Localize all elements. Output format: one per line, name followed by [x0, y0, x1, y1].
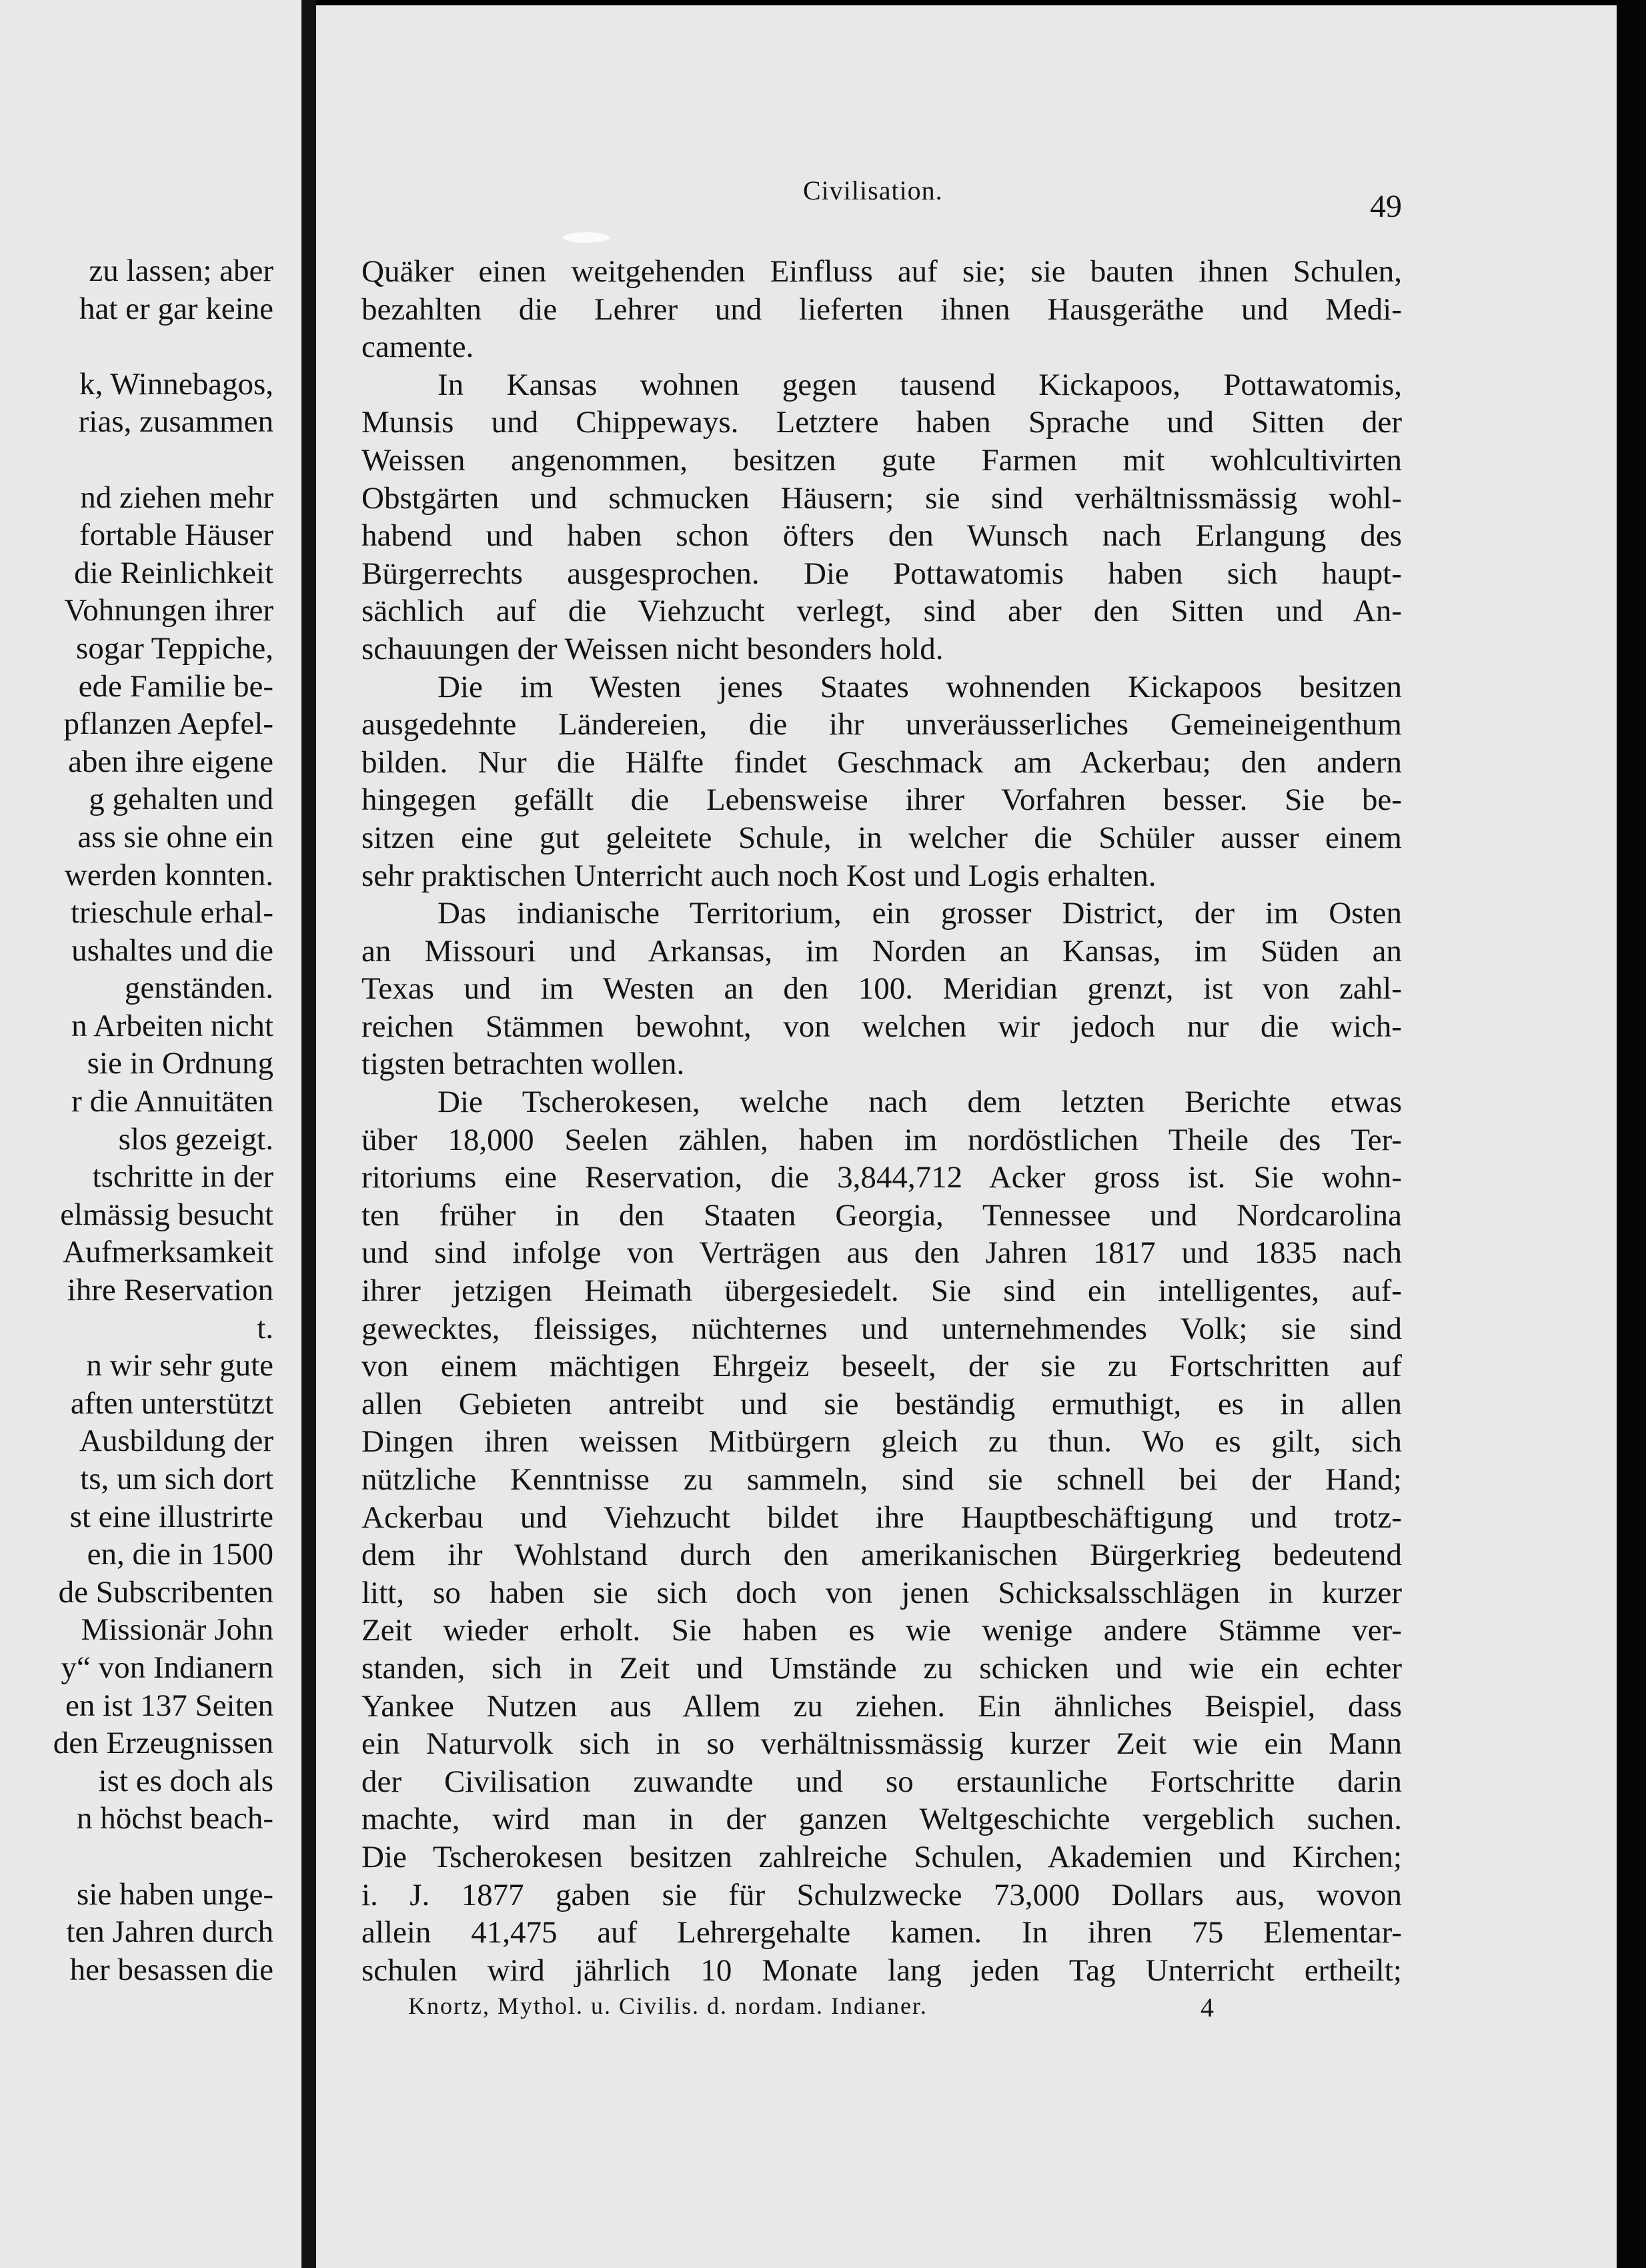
text-line: Bürgerrechts ausgesprochen. Die Pottawatomis haben sich haupt-: [361, 556, 1402, 591]
text-line: und sind infolge von Verträgen aus den Jahren 1817 und 1835 nach: [361, 1235, 1402, 1271]
previous-page-line: nd ziehen mehr: [80, 480, 273, 515]
text-line: standen, sich in Zeit und Umstände zu schicken und wie ein echter: [361, 1650, 1402, 1686]
previous-page-line: t.: [257, 1310, 273, 1345]
previous-page-line: ihre Reservation: [67, 1273, 273, 1308]
text-line: Dingen ihren weissen Mitbürgern gleich zu thun. Wo es gilt, sich: [361, 1424, 1402, 1460]
previous-page-line: ass sie ohne ein: [77, 819, 273, 855]
text-line: Munsis und Chippeways. Letztere haben Sprache und Sitten der: [361, 405, 1402, 440]
previous-page-line: sie in Ordnung: [87, 1046, 273, 1081]
previous-page-line: ushaltes und die: [71, 933, 273, 968]
previous-page-line: n Arbeiten nicht: [71, 1008, 273, 1043]
text-line: reichen Stämmen bewohnt, von welchen wir jedoch nur die wich-: [361, 1009, 1402, 1044]
text-line: Die Tscherokesen besitzen zahlreiche Schulen, Akademien und Kirchen;: [361, 1839, 1402, 1874]
previous-page-line: Ausbildung der: [79, 1424, 273, 1459]
previous-page-line: en ist 137 Seiten: [65, 1688, 273, 1723]
previous-page-fragment: [0, 0, 301, 2268]
body-text: [361, 253, 1402, 1989]
text-line: nützliche Kenntnisse zu sammeln, sind sie schnell bei der Hand;: [361, 1462, 1402, 1497]
running-title: Civilisation.: [803, 175, 943, 205]
footer-sheet-number: 4: [1200, 1993, 1214, 2023]
previous-page-line: elmässig besucht: [60, 1197, 273, 1232]
text-line: Weissen angenommen, besitzen gute Farmen mit wohlcultivirten: [361, 442, 1402, 478]
previous-page-line: en, die in 1500: [87, 1537, 273, 1572]
text-line: geweckte​s, fleissiges, nüchternes und unternehmendes Volk; sie sind: [361, 1311, 1402, 1346]
text-line: von einem mächtigen Ehrgeiz beseelt, der sie zu Fortschritten auf: [361, 1349, 1402, 1384]
text-line: über 18,000 Seelen zählen, haben im nordöstlichen Theile des Ter-: [361, 1122, 1402, 1157]
previous-page-line: ten Jahren durch: [66, 1914, 273, 1950]
previous-page-line: werden konnten.: [64, 857, 273, 893]
page-edge: [1617, 0, 1646, 2268]
previous-page-line: sogar Teppiche,: [75, 630, 273, 666]
text-line: bilden. Nur die Hälfte findet Geschmack am Ackerbau; den andern: [361, 744, 1402, 780]
previous-page-line: hat er gar keine: [79, 291, 273, 326]
text-line: Ackerbau und Viehzucht bildet ihre Hauptbeschäftigung und trotz-: [361, 1500, 1402, 1535]
text-line: ein Naturvolk sich in so verhältnissmässig kurzer Zeit wie ein Mann: [361, 1726, 1402, 1762]
text-line: sächlich auf die Viehzucht verlegt, sind aber den Sitten und An-: [361, 594, 1402, 629]
text-line: ausgedehnte Ländereien, die ihr unveräusserliches Gemeineigenthum: [361, 707, 1402, 742]
previous-page-line: aben ihre eigene: [68, 744, 273, 779]
text-line: litt, so haben sie sich doch von jenen Schicksalsschlägen in kurzer: [361, 1575, 1402, 1610]
previous-page-line: ede Familie be-: [78, 668, 273, 704]
text-line: Yankee Nutzen aus Allem zu ziehen. Ein ähnliches Beispiel, dass: [361, 1688, 1402, 1724]
text-line: machte, wird man in der ganzen Weltgeschichte vergeblich suchen.: [361, 1802, 1402, 1837]
previous-page-line: [0, 1838, 301, 1876]
text-line: schauungen der Weissen nicht besonders hold.: [361, 631, 944, 666]
book-gutter: [301, 0, 316, 2268]
page-number: 49: [1370, 189, 1402, 224]
previous-page-line: n wir sehr gute: [86, 1348, 273, 1383]
previous-page-line: r die Annuitäten: [71, 1084, 273, 1119]
text-line: ten früher in den Staaten Georgia, Tennessee und Nordcarolina: [361, 1197, 1402, 1233]
text-line: hingegen gefällt die Lebensweise ihrer Vorfahren besser. Sie be-: [361, 782, 1402, 818]
previous-page-line: die Reinlichkeit: [74, 555, 273, 590]
previous-page-line: n höchst beach-: [77, 1801, 273, 1836]
previous-page-line: Missionär John: [81, 1612, 273, 1648]
previous-page-line: y“ von Indianern: [61, 1650, 273, 1685]
previous-page-line: ts, um sich dort: [80, 1462, 273, 1496]
text-line: der Civilisation zuwandte und so erstaunliche Fortschritte darin: [361, 1764, 1402, 1799]
text-line: sitzen eine gut geleitete Schule, in welcher die Schüler ausser einem: [361, 820, 1402, 855]
text-line: dem ihr Wohlstand durch den amerikanischen Bürgerkrieg bedeutend: [361, 1538, 1402, 1573]
previous-page-line: den Erzeugnissen: [53, 1726, 273, 1761]
text-line: sehr praktischen Unterricht auch noch Kost und Logis erhalten.: [361, 858, 1156, 893]
text-line: Quäker einen weitgehenden Einfluss auf sie; sie bauten ihnen Schulen,: [361, 254, 1402, 289]
text-line: i. J. 1877 gaben sie für Schulzwecke 73,000 Dollars aus, wovon: [361, 1877, 1402, 1912]
previous-page-line: sie haben unge-: [77, 1876, 273, 1912]
previous-page-line: st eine illustrirte: [69, 1499, 273, 1534]
text-line: tigsten betrachten wollen.: [361, 1047, 685, 1082]
text-line: schulen wird jährlich 10 Monate lang jeden Tag Unterricht ertheilt;: [361, 1952, 1402, 1988]
previous-page-line: k, Winnebagos,: [79, 366, 273, 402]
previous-page-line: g gehalten und: [89, 782, 273, 817]
previous-page-line: tschritte in der: [92, 1159, 273, 1195]
text-line: allen Gebieten antreibt und sie beständig ermuthigt, es in allen: [361, 1386, 1402, 1422]
previous-page-line: rias, zusammen: [78, 404, 273, 440]
paper-speck: [563, 232, 610, 243]
text-line: ihrer jetzigen Heimath übergesiedelt. Sie sind ein intelligentes, auf-: [361, 1273, 1402, 1309]
text-line: habend und haben schon öfters den Wunsch nach Erlangung des: [361, 518, 1402, 554]
text-line: Obstgärten und schmucken Häusern; sie sind verhältnissmässig wohl-: [361, 480, 1402, 516]
previous-page-text: [0, 252, 301, 1989]
previous-page-line: pflanzen Aepfel-: [63, 706, 273, 742]
text-line: an Missouri und Arkansas, im Norden an Kansas, im Süden an: [361, 933, 1402, 969]
previous-page-line: Aufmerksamkeit: [63, 1235, 273, 1270]
text-line: ritoriums eine Reservation, die 3,844,712 Acker gross ist. Sie wohn-: [361, 1160, 1402, 1195]
text-line: Texas und im Westen an den 100. Meridian grenzt, ist von zahl-: [361, 971, 1402, 1007]
text-line: In Kansas wohnen gegen tausend Kickapoos, Pottawatomis,: [438, 367, 1402, 402]
text-line: Die im Westen jenes Staates wohnenden Kickapoos besitzen: [438, 669, 1402, 704]
previous-page-line: [0, 328, 301, 366]
previous-page-line: aften unterstützt: [70, 1385, 273, 1421]
text-line: camente.: [361, 330, 474, 365]
previous-page-line: [0, 441, 301, 479]
footer-signature: Knortz, Mythol. u. Civilis. d. nordam. Indianer.: [408, 1993, 928, 2019]
previous-page-line: genständen.: [124, 971, 273, 1006]
text-line: bezahlten die Lehrer und lieferten ihnen Hausgeräthe und Medi-: [361, 292, 1402, 327]
text-line: allein 41,475 auf Lehrergehalte kamen. In ihren 75 Elementar-: [361, 1915, 1402, 1950]
previous-page-line: her besassen die: [69, 1952, 273, 1987]
text-line: Das indianische Territorium, ein grosser District, der im Osten: [438, 896, 1402, 931]
previous-page-line: fortable Häuser: [79, 518, 273, 553]
previous-page-line: zu lassen; aber: [89, 253, 273, 288]
previous-page-line: ist es doch als: [98, 1763, 273, 1798]
text-line: Zeit wieder erholt. Sie haben es wie wenige andere Stämme ver-: [361, 1613, 1402, 1648]
previous-page-line: de Subscribenten: [58, 1574, 273, 1610]
text-line: Die Tscherokesen, welche nach dem letzten Berichte etwas: [438, 1085, 1402, 1120]
previous-page-line: slos gezeigt.: [118, 1121, 273, 1157]
previous-page-line: Vohnungen ihrer: [64, 593, 273, 628]
previous-page-line: trieschule erhal-: [70, 895, 273, 931]
